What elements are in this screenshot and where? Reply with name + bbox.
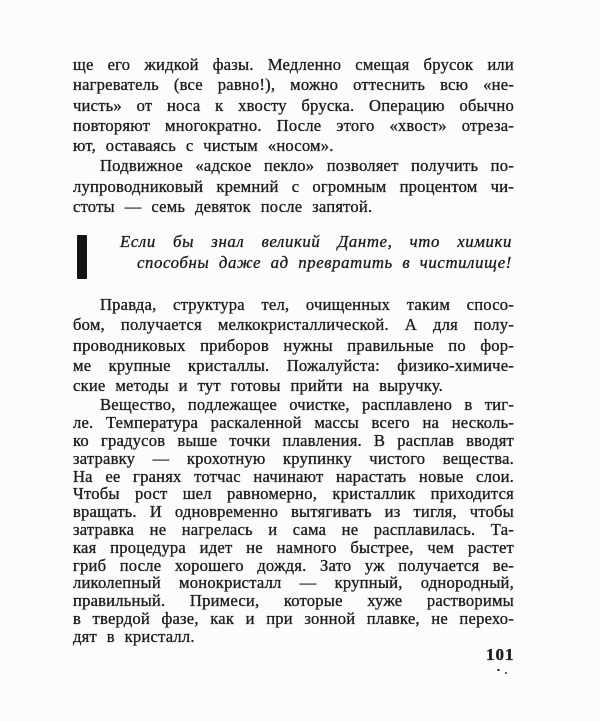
text-line: ко градусов выше точки плавления. В расплав вводят xyxy=(73,431,514,451)
text-line: лупроводниковый кремний с огромным процентом чи- xyxy=(73,176,514,196)
text-line: ме крупные кристаллы. Пожалуйста: физико-химиче- xyxy=(73,355,514,375)
text-line: правильный. Примеси, которые хуже растворимы xyxy=(73,591,514,611)
paragraph xyxy=(73,156,514,217)
paragraph xyxy=(73,55,514,156)
text-line: Правда, структура тел, очищенных таким спосо- xyxy=(100,294,514,314)
text-line: повторяют многократно. После этого «хвост» отреза- xyxy=(73,115,514,135)
paragraph xyxy=(73,396,514,645)
text-line: ле. Температура раскаленной массы всего на несколь- xyxy=(73,413,514,433)
quote-rule-bar xyxy=(77,235,87,279)
text-line: ликолепный монокристалл — крупный, однородный, xyxy=(73,573,514,593)
text-line: чисть» от носа к хвосту бруска. Операцию обычно xyxy=(73,95,514,115)
scan-speckle xyxy=(497,669,500,671)
pull-quote xyxy=(73,232,514,273)
text-line: гриб после хорошего дождя. Зато уж получается ве- xyxy=(73,555,514,575)
text-line: ские методы и тут готовы прийти на выручку. xyxy=(73,376,443,396)
paragraph xyxy=(73,295,514,396)
text-line: дят в кристалл. xyxy=(73,626,195,646)
text-line: затравку — крохотную крупинку чистого вещества. xyxy=(73,448,514,468)
text-line: проводниковых приборов нужны правильные по фор- xyxy=(73,335,514,355)
text-line: стоты — семь девяток после запятой. xyxy=(73,197,373,217)
text-line: кая процедура идет не намного быстрее, чем растет xyxy=(73,537,514,557)
text-line: бом, получается мелкокристаллической. А для полу- xyxy=(73,315,514,335)
text-line: Вещество, подлежащее очистке, расплавлено в тиг- xyxy=(100,395,514,415)
text-line: На ее гранях тотчас начинают нарастать новые слои. xyxy=(73,466,514,486)
text-line: нагреватель (все равно!), можно оттеснить всю «не- xyxy=(73,75,514,95)
text-line: затравка не нагрелась и сама не расплавилась. Та- xyxy=(73,520,514,540)
text-line: ще его жидкой фазы. Медленно смещая брусок или xyxy=(73,55,514,74)
text-line: ют, оставаясь с чистым «носом». xyxy=(73,136,334,156)
text-line: Подвижное «адское пекло» позволяет получить по- xyxy=(100,156,514,176)
text-block xyxy=(73,55,514,646)
text-line: в твердой фазе, как и при зонной плавке, не перехо- xyxy=(73,609,514,629)
text-line: вращать. И одновременно вытягивать из тигля, чтобы xyxy=(73,502,514,522)
page-number: 101 xyxy=(486,645,515,664)
text-line: способны даже ад превратить в чистилище! xyxy=(137,252,512,272)
scan-speckle xyxy=(505,672,507,674)
text-line: Если бы знал великий Данте, что химики xyxy=(120,232,512,252)
text-line: Чтобы рост шел равномерно, кристаллик приходится xyxy=(73,484,514,504)
